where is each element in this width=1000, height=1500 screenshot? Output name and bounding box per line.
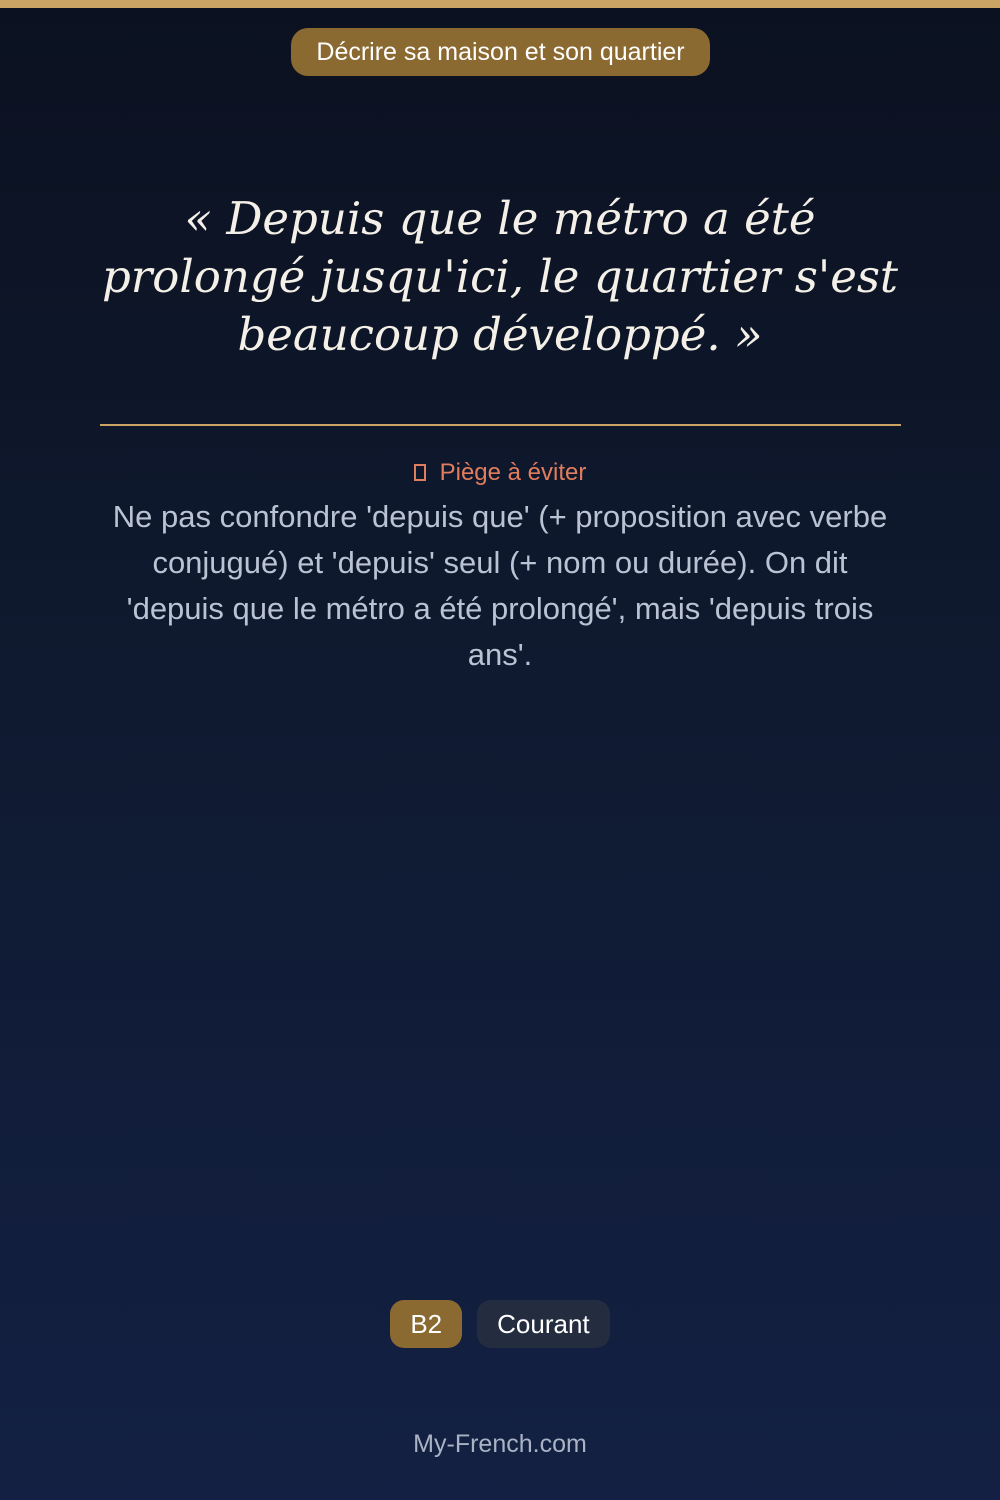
top-accent-bar <box>0 0 1000 8</box>
example-sentence: « Depuis que le métro a été prolongé jusqu'ici, le quartier s'est beaucoup développé. » <box>101 192 899 361</box>
trap-title: Piège à éviter <box>439 459 587 486</box>
divider <box>100 424 901 426</box>
site-footer: My-French.com <box>413 1430 587 1458</box>
register-badge: Courant <box>477 1300 610 1348</box>
box-icon <box>414 464 426 481</box>
trap-explanation: Ne pas confondre 'depuis que' (+ proposition avec verbe conjugué) et 'depuis' seul (+ nom ou durée). On dit 'depuis que le métro a été prolongé', mais 'depuis trois ans'. <box>112 499 888 672</box>
level-badge: B2 <box>390 1300 462 1348</box>
topic-badge: Décrire sa maison et son quartier <box>291 28 710 76</box>
tag-row <box>0 1300 1000 1348</box>
trap-header <box>100 458 900 488</box>
